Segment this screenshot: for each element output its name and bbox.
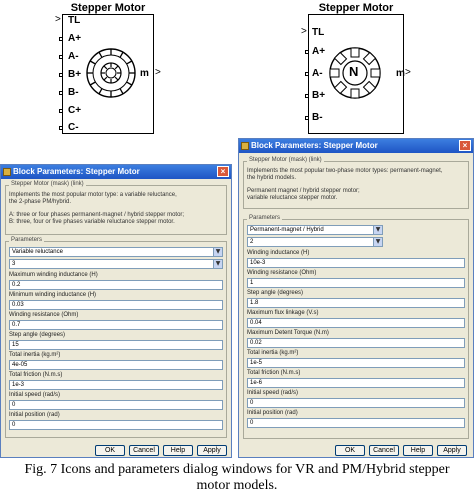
- vr-desc-line: A: three or four phases permanent-magnet / hybrid stepper motor;: [9, 212, 185, 218]
- pm-param-field[interactable]: 0: [247, 418, 465, 428]
- pm-param-label: Total friction (N.m.s): [247, 370, 301, 376]
- pm-param-label: Maximum flux linkage (V.s): [247, 310, 319, 316]
- pm-block-title: Stepper Motor: [318, 2, 394, 14]
- vr-desc-line: B: three, four or five phases variable reluctance stepper motor.: [9, 219, 175, 225]
- pm-dialog-title: Block Parameters: Stepper Motor: [251, 141, 378, 150]
- vr-port-b-plus: B+: [68, 69, 82, 80]
- vr-desc-group-label: Stepper Motor (mask) (link): [11, 181, 84, 187]
- vr-params-group-label: Parameters: [11, 237, 43, 243]
- pm-port-a-plus: A+: [312, 46, 326, 57]
- vr-dialog-titlebar[interactable]: [1, 165, 231, 179]
- vr-port-c-minus: C-: [68, 122, 79, 133]
- vr-block-title: Stepper Motor: [70, 2, 146, 14]
- vr-pin-a-minus[interactable]: [59, 55, 63, 59]
- pm-param-field[interactable]: 0.02: [247, 338, 465, 348]
- vr-param-field[interactable]: 4e-05: [9, 360, 223, 370]
- figure-caption: [0, 462, 474, 494]
- pm-param-field[interactable]: 1e-6: [247, 378, 465, 388]
- vr-dialog-title: Block Parameters: Stepper Motor: [13, 167, 140, 176]
- vr-dialog[interactable]: [0, 164, 232, 458]
- vr-pin-b-plus[interactable]: [59, 73, 63, 77]
- pm-rotor-label: N: [349, 64, 359, 79]
- vr-param-label: Initial position (rad): [9, 412, 60, 418]
- pm-desc-line: variable reluctance stepper motor.: [247, 195, 338, 201]
- vr-port-a-plus: A+: [68, 33, 82, 44]
- vr-param-label: Maximum winding inductance (H): [9, 272, 98, 278]
- vr-desc-line: the 2-phase PM/hybrid.: [9, 199, 72, 205]
- chevron-down-icon[interactable]: ▼: [213, 248, 222, 256]
- vr-port-c-plus: C+: [68, 105, 82, 116]
- pm-desc-line: Implements the most popular two-phase motor types: permanent-magnet,: [247, 168, 443, 174]
- vr-port-m: m: [140, 68, 149, 79]
- vr-param-field[interactable]: 0.7: [9, 320, 223, 330]
- chevron-down-icon[interactable]: ▼: [213, 260, 222, 268]
- vr-motor-type-select[interactable]: Variable reluctance ▼: [9, 247, 223, 257]
- pm-param-label: Winding resistance (Ohm): [247, 270, 317, 276]
- vr-pin-c-plus[interactable]: [59, 109, 63, 113]
- vr-param-label: Total friction (N.m.s): [9, 372, 63, 378]
- pm-m-arrow: >: [405, 67, 411, 78]
- vr-param-label: Winding resistance (Ohm): [9, 312, 79, 318]
- vr-port-tl: TL: [68, 15, 81, 26]
- pm-param-field[interactable]: 1.8: [247, 298, 465, 308]
- matlab-icon: [241, 142, 249, 150]
- pm-param-label: Initial position (rad): [247, 410, 298, 416]
- vr-param-field[interactable]: 0: [9, 400, 223, 410]
- vr-pin-b-minus[interactable]: [59, 91, 63, 95]
- vr-help-button[interactable]: Help: [163, 445, 193, 456]
- vr-param-field[interactable]: 15: [9, 340, 223, 350]
- close-icon[interactable]: ×: [217, 166, 229, 177]
- vr-pin-a-plus[interactable]: [59, 37, 63, 41]
- vr-param-label: Initial speed (rad/s): [9, 392, 61, 398]
- vr-param-field[interactable]: 0: [9, 420, 223, 430]
- vr-tl-arrow: >: [55, 14, 61, 25]
- vr-pin-c-minus[interactable]: [59, 126, 63, 130]
- pm-motor-type-select[interactable]: Permanent-magnet / Hybrid ▼: [247, 225, 383, 235]
- vr-cancel-button[interactable]: Cancel: [129, 445, 159, 456]
- vr-ok-button[interactable]: OK: [95, 445, 125, 456]
- vr-desc-line: Implements the most popular motor type: a variable reluctance,: [9, 192, 177, 198]
- vr-param-label: Minimum winding inductance (H): [9, 292, 97, 298]
- pm-cancel-button[interactable]: Cancel: [369, 445, 399, 456]
- chevron-down-icon[interactable]: ▼: [373, 238, 382, 246]
- close-icon[interactable]: ×: [459, 140, 471, 151]
- pm-port-b-plus: B+: [312, 90, 326, 101]
- pm-param-label: Step angle (degrees): [247, 290, 304, 296]
- pm-pin-a-plus[interactable]: [305, 50, 309, 54]
- pm-port-b-minus: B-: [312, 112, 323, 123]
- pm-param-label: Maximum Detent Torque (N.m): [247, 330, 329, 336]
- pm-port-a-minus: A-: [312, 68, 323, 79]
- pm-port-tl: TL: [312, 27, 325, 38]
- pm-desc-line: the hybrid models.: [247, 175, 297, 181]
- pm-pin-b-minus[interactable]: [305, 116, 309, 120]
- caption-line-1: Fig. 7 Icons and parameters dialog windows for VR and PM/Hybrid stepper: [24, 462, 450, 477]
- pm-num-phases-select[interactable]: 2 ▼: [247, 237, 383, 247]
- vr-param-field[interactable]: 1e-3: [9, 380, 223, 390]
- pm-params-group-label: Parameters: [249, 215, 281, 221]
- pm-pin-a-minus[interactable]: [305, 72, 309, 76]
- caption-line-2: motor models.: [196, 478, 278, 493]
- vr-param-label: Step angle (degrees): [9, 332, 66, 338]
- pm-help-button[interactable]: Help: [403, 445, 433, 456]
- pm-param-field[interactable]: 10e-3: [247, 258, 465, 268]
- matlab-icon: [3, 168, 11, 176]
- pm-param-label: Total inertia (kg.m²): [247, 350, 299, 356]
- vr-num-phases-select[interactable]: 3 ▼: [9, 259, 223, 269]
- vr-m-arrow: >: [155, 67, 161, 78]
- pm-apply-button[interactable]: Apply: [437, 445, 467, 456]
- vr-param-field[interactable]: 0.03: [9, 300, 223, 310]
- pm-tl-arrow: >: [301, 26, 307, 37]
- vr-apply-button[interactable]: Apply: [197, 445, 227, 456]
- pm-pin-b-plus[interactable]: [305, 94, 309, 98]
- vr-port-a-minus: A-: [68, 51, 79, 62]
- pm-desc-line: Permanent magnet / hybrid stepper motor;: [247, 188, 360, 194]
- vr-param-field[interactable]: 0.2: [9, 280, 223, 290]
- pm-desc-group-label: Stepper Motor (mask) (link): [249, 157, 322, 163]
- pm-dialog[interactable]: [238, 138, 474, 458]
- pm-param-field[interactable]: 0: [247, 398, 465, 408]
- pm-param-field[interactable]: 1: [247, 278, 465, 288]
- pm-param-field[interactable]: 0.04: [247, 318, 465, 328]
- pm-param-label: Initial speed (rad/s): [247, 390, 299, 396]
- vr-param-label: Total inertia (kg.m²): [9, 352, 61, 358]
- pm-port-m: m: [396, 68, 405, 79]
- pm-dialog-titlebar[interactable]: [239, 139, 473, 153]
- chevron-down-icon[interactable]: ▼: [373, 226, 382, 234]
- pm-ok-button[interactable]: OK: [335, 445, 365, 456]
- pm-param-label: Winding inductance (H): [247, 250, 310, 256]
- pm-param-field[interactable]: 1e-5: [247, 358, 465, 368]
- vr-port-b-minus: B-: [68, 87, 79, 98]
